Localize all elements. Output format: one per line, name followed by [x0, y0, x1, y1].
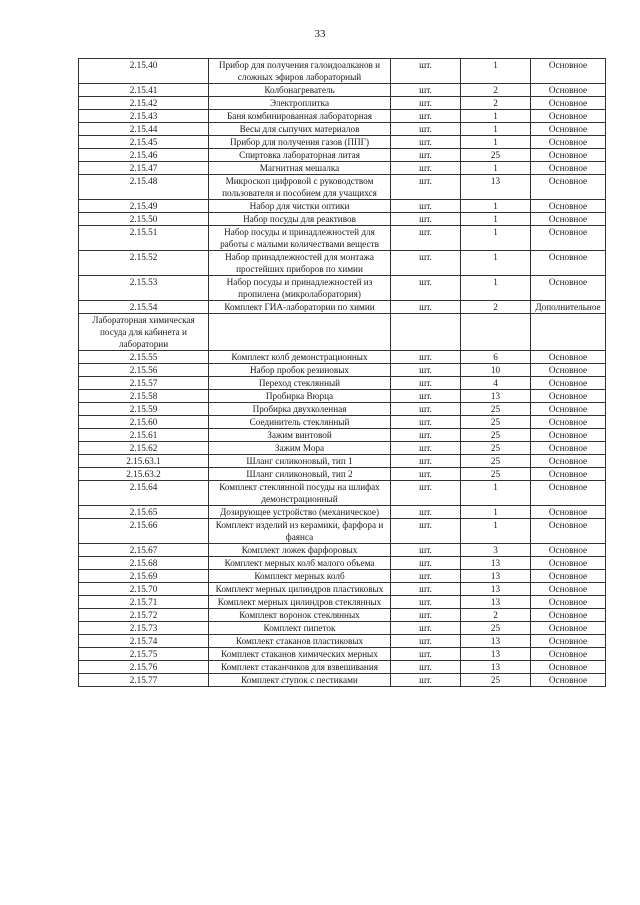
item-number-cell: 2.15.53: [79, 276, 209, 301]
equipment-type-cell: Основное: [531, 403, 606, 416]
equipment-type-cell: Основное: [531, 351, 606, 364]
quantity-cell: 2: [461, 609, 531, 622]
equipment-type-cell: Основное: [531, 596, 606, 609]
unit-cell: шт.: [391, 557, 461, 570]
table-row: [79, 429, 606, 442]
item-number-cell: 2.15.75: [79, 648, 209, 661]
quantity-cell: 6: [461, 351, 531, 364]
table-row: [79, 519, 606, 544]
quantity-cell: 1: [461, 226, 531, 251]
table-row: [79, 416, 606, 429]
item-name-cell: Набор посуды и принадлежностей из пропилена (микролаборатория): [209, 276, 391, 301]
quantity-cell: 25: [461, 468, 531, 481]
unit-cell: шт.: [391, 455, 461, 468]
unit-cell: шт.: [391, 609, 461, 622]
item-number-cell: 2.15.58: [79, 390, 209, 403]
equipment-type-cell: Основное: [531, 609, 606, 622]
quantity-cell: 25: [461, 416, 531, 429]
table-row: [79, 442, 606, 455]
table-row: [79, 226, 606, 251]
item-name-cell: Комплект ложек фарфоровых: [209, 544, 391, 557]
empty-cell: [391, 314, 461, 351]
item-name-cell: Набор для чистки оптики: [209, 200, 391, 213]
table-row: [79, 59, 606, 84]
item-name-cell: Переход стеклянный: [209, 377, 391, 390]
quantity-cell: 1: [461, 123, 531, 136]
unit-cell: шт.: [391, 123, 461, 136]
unit-cell: шт.: [391, 481, 461, 506]
table-row: [79, 661, 606, 674]
item-name-cell: Соединитель стеклянный: [209, 416, 391, 429]
equipment-table-body: [79, 59, 606, 687]
unit-cell: шт.: [391, 429, 461, 442]
item-name-cell: Колбонагреватель: [209, 84, 391, 97]
equipment-type-cell: Основное: [531, 149, 606, 162]
equipment-type-cell: Основное: [531, 557, 606, 570]
item-name-cell: Магнитная мешалка: [209, 162, 391, 175]
quantity-cell: 1: [461, 251, 531, 276]
equipment-type-cell: Основное: [531, 175, 606, 200]
item-number-cell: 2.15.59: [79, 403, 209, 416]
item-name-cell: Комплект стаканчиков для взвешивания: [209, 661, 391, 674]
unit-cell: шт.: [391, 442, 461, 455]
equipment-type-cell: Основное: [531, 544, 606, 557]
equipment-type-cell: Основное: [531, 123, 606, 136]
unit-cell: шт.: [391, 596, 461, 609]
quantity-cell: 2: [461, 301, 531, 314]
equipment-type-cell: Основное: [531, 648, 606, 661]
item-name-cell: Комплект мерных колб: [209, 570, 391, 583]
quantity-cell: 1: [461, 519, 531, 544]
item-number-cell: 2.15.41: [79, 84, 209, 97]
item-name-cell: Комплект пипеток: [209, 622, 391, 635]
equipment-type-cell: Основное: [531, 583, 606, 596]
table-row: [79, 609, 606, 622]
quantity-cell: 10: [461, 364, 531, 377]
quantity-cell: 1: [461, 506, 531, 519]
quantity-cell: 13: [461, 390, 531, 403]
item-number-cell: 2.15.72: [79, 609, 209, 622]
item-number-cell: 2.15.56: [79, 364, 209, 377]
item-number-cell: 2.15.49: [79, 200, 209, 213]
equipment-type-cell: Основное: [531, 59, 606, 84]
unit-cell: шт.: [391, 97, 461, 110]
quantity-cell: 1: [461, 162, 531, 175]
quantity-cell: 1: [461, 59, 531, 84]
table-row: [79, 175, 606, 200]
item-name-cell: Пробирка двухколенная: [209, 403, 391, 416]
unit-cell: шт.: [391, 200, 461, 213]
equipment-type-cell: Основное: [531, 390, 606, 403]
equipment-type-cell: Основное: [531, 84, 606, 97]
quantity-cell: 13: [461, 661, 531, 674]
item-number-cell: 2.15.64: [79, 481, 209, 506]
unit-cell: шт.: [391, 635, 461, 648]
table-row: [79, 622, 606, 635]
unit-cell: шт.: [391, 351, 461, 364]
equipment-type-cell: Основное: [531, 674, 606, 687]
item-name-cell: Зажим Мора: [209, 442, 391, 455]
item-number-cell: 2.15.66: [79, 519, 209, 544]
equipment-type-cell: Основное: [531, 416, 606, 429]
item-number-cell: 2.15.62: [79, 442, 209, 455]
table-row: [79, 648, 606, 661]
item-number-cell: 2.15.47: [79, 162, 209, 175]
quantity-cell: 25: [461, 455, 531, 468]
quantity-cell: 13: [461, 557, 531, 570]
table-row: [79, 583, 606, 596]
item-name-cell: Комплект изделий из керамики, фарфора и фаянса: [209, 519, 391, 544]
table-row: [79, 213, 606, 226]
table-row: [79, 544, 606, 557]
item-number-cell: 2.15.44: [79, 123, 209, 136]
equipment-type-cell: Основное: [531, 97, 606, 110]
table-row: [79, 674, 606, 687]
item-number-cell: 2.15.76: [79, 661, 209, 674]
item-name-cell: Прибор для получения газов (ППГ): [209, 136, 391, 149]
unit-cell: шт.: [391, 175, 461, 200]
table-row: [79, 377, 606, 390]
unit-cell: шт.: [391, 226, 461, 251]
table-row: [79, 200, 606, 213]
empty-cell: [209, 314, 391, 351]
table-row: [79, 351, 606, 364]
quantity-cell: 25: [461, 149, 531, 162]
equipment-type-cell: Основное: [531, 136, 606, 149]
equipment-type-cell: Основное: [531, 442, 606, 455]
quantity-cell: 3: [461, 544, 531, 557]
item-number-cell: 2.15.63.2: [79, 468, 209, 481]
table-row: [79, 506, 606, 519]
item-name-cell: Комплект мерных колб малого объема: [209, 557, 391, 570]
item-name-cell: Набор принадлежностей для монтажа простейших приборов по химии: [209, 251, 391, 276]
item-name-cell: Набор пробок резиновых: [209, 364, 391, 377]
page-number: 33: [314, 28, 326, 40]
table-row: [79, 455, 606, 468]
item-name-cell: Комплект воронок стеклянных: [209, 609, 391, 622]
unit-cell: шт.: [391, 276, 461, 301]
item-name-cell: Комплект мерных цилиндров стеклянных: [209, 596, 391, 609]
table-row: [79, 557, 606, 570]
quantity-cell: 25: [461, 674, 531, 687]
item-name-cell: Весы для сыпучих материалов: [209, 123, 391, 136]
item-number-cell: 2.15.63.1: [79, 455, 209, 468]
item-number-cell: 2.15.77: [79, 674, 209, 687]
item-number-cell: 2.15.65: [79, 506, 209, 519]
item-number-cell: 2.15.55: [79, 351, 209, 364]
unit-cell: шт.: [391, 544, 461, 557]
item-number-cell: 2.15.67: [79, 544, 209, 557]
unit-cell: шт.: [391, 136, 461, 149]
unit-cell: шт.: [391, 622, 461, 635]
table-row: [79, 364, 606, 377]
unit-cell: шт.: [391, 468, 461, 481]
table-row: [79, 251, 606, 276]
equipment-table: [78, 58, 606, 687]
empty-cell: [461, 314, 531, 351]
empty-cell: [531, 314, 606, 351]
item-number-cell: 2.15.54: [79, 301, 209, 314]
item-number-cell: 2.15.52: [79, 251, 209, 276]
equipment-type-cell: Основное: [531, 481, 606, 506]
item-name-cell: Комплект ГИА-лаборатории по химии: [209, 301, 391, 314]
equipment-type-cell: Основное: [531, 364, 606, 377]
quantity-cell: 1: [461, 110, 531, 123]
quantity-cell: 13: [461, 175, 531, 200]
section-row: [79, 314, 606, 351]
quantity-cell: 1: [461, 481, 531, 506]
unit-cell: шт.: [391, 301, 461, 314]
item-number-cell: 2.15.73: [79, 622, 209, 635]
unit-cell: шт.: [391, 416, 461, 429]
quantity-cell: 13: [461, 583, 531, 596]
unit-cell: шт.: [391, 377, 461, 390]
item-name-cell: Баня комбинированная лабораторная: [209, 110, 391, 123]
quantity-cell: 4: [461, 377, 531, 390]
equipment-type-cell: Основное: [531, 213, 606, 226]
item-name-cell: Прибор для получения галоидоалканов и сложных эфиров лабораторный: [209, 59, 391, 84]
unit-cell: шт.: [391, 661, 461, 674]
item-number-cell: 2.15.42: [79, 97, 209, 110]
unit-cell: шт.: [391, 570, 461, 583]
equipment-type-cell: Основное: [531, 519, 606, 544]
quantity-cell: 13: [461, 570, 531, 583]
equipment-type-cell: Основное: [531, 200, 606, 213]
item-name-cell: Пробирка Вюрца: [209, 390, 391, 403]
item-number-cell: 2.15.71: [79, 596, 209, 609]
unit-cell: шт.: [391, 674, 461, 687]
quantity-cell: 13: [461, 635, 531, 648]
unit-cell: шт.: [391, 213, 461, 226]
quantity-cell: 13: [461, 648, 531, 661]
unit-cell: шт.: [391, 390, 461, 403]
quantity-cell: 1: [461, 136, 531, 149]
equipment-type-cell: Основное: [531, 377, 606, 390]
equipment-type-cell: Основное: [531, 570, 606, 583]
table-row: [79, 570, 606, 583]
item-number-cell: 2.15.68: [79, 557, 209, 570]
item-number-cell: 2.15.74: [79, 635, 209, 648]
item-name-cell: Набор посуды для реактивов: [209, 213, 391, 226]
item-name-cell: Комплект мерных цилиндров пластиковых: [209, 583, 391, 596]
table-row: [79, 301, 606, 314]
unit-cell: шт.: [391, 84, 461, 97]
unit-cell: шт.: [391, 519, 461, 544]
quantity-cell: 25: [461, 403, 531, 416]
item-number-cell: 2.15.70: [79, 583, 209, 596]
quantity-cell: 2: [461, 97, 531, 110]
unit-cell: шт.: [391, 364, 461, 377]
unit-cell: шт.: [391, 648, 461, 661]
unit-cell: шт.: [391, 162, 461, 175]
item-number-cell: 2.15.48: [79, 175, 209, 200]
item-name-cell: Зажим винтовой: [209, 429, 391, 442]
table-row: [79, 390, 606, 403]
table-row: [79, 635, 606, 648]
equipment-type-cell: Основное: [531, 162, 606, 175]
item-name-cell: Комплект стеклянной посуды на шлифах демонстрационный: [209, 481, 391, 506]
quantity-cell: 1: [461, 200, 531, 213]
table-row: [79, 110, 606, 123]
table-row: [79, 123, 606, 136]
item-name-cell: Комплект колб демонстрационных: [209, 351, 391, 364]
item-name-cell: Электроплитка: [209, 97, 391, 110]
item-number-cell: 2.15.69: [79, 570, 209, 583]
table-row: [79, 403, 606, 416]
quantity-cell: 25: [461, 442, 531, 455]
item-name-cell: Дозирующее устройство (механическое): [209, 506, 391, 519]
item-name-cell: Шланг силиконовый, тип 1: [209, 455, 391, 468]
item-name-cell: Комплект ступок с пестиками: [209, 674, 391, 687]
item-name-cell: Микроскоп цифровой с руководством пользователя и пособием для учащихся: [209, 175, 391, 200]
quantity-cell: 25: [461, 429, 531, 442]
item-name-cell: Спиртовка лабораторная литая: [209, 149, 391, 162]
quantity-cell: 1: [461, 213, 531, 226]
equipment-type-cell: Дополнительное: [531, 301, 606, 314]
unit-cell: шт.: [391, 251, 461, 276]
table-row: [79, 84, 606, 97]
quantity-cell: 1: [461, 276, 531, 301]
unit-cell: шт.: [391, 149, 461, 162]
equipment-type-cell: Основное: [531, 226, 606, 251]
item-number-cell: 2.15.51: [79, 226, 209, 251]
item-number-cell: 2.15.43: [79, 110, 209, 123]
quantity-cell: 2: [461, 84, 531, 97]
item-number-cell: 2.15.50: [79, 213, 209, 226]
unit-cell: шт.: [391, 583, 461, 596]
equipment-type-cell: Основное: [531, 276, 606, 301]
quantity-cell: 13: [461, 596, 531, 609]
table-row: [79, 162, 606, 175]
unit-cell: шт.: [391, 506, 461, 519]
table-row: [79, 596, 606, 609]
equipment-type-cell: Основное: [531, 468, 606, 481]
equipment-type-cell: Основное: [531, 622, 606, 635]
equipment-type-cell: Основное: [531, 110, 606, 123]
equipment-type-cell: Основное: [531, 429, 606, 442]
item-number-cell: 2.15.61: [79, 429, 209, 442]
item-number-cell: 2.15.60: [79, 416, 209, 429]
table-row: [79, 481, 606, 506]
table-row: [79, 276, 606, 301]
item-name-cell: Набор посуды и принадлежностей для работы с малыми количествами веществ: [209, 226, 391, 251]
item-number-cell: 2.15.46: [79, 149, 209, 162]
unit-cell: шт.: [391, 403, 461, 416]
item-name-cell: Комплект стаканов химических мерных: [209, 648, 391, 661]
section-title: Лабораторная химическая посуда для кабинета и лаборатории: [79, 314, 209, 351]
equipment-type-cell: Основное: [531, 455, 606, 468]
item-name-cell: Шланг силиконовый, тип 2: [209, 468, 391, 481]
quantity-cell: 25: [461, 622, 531, 635]
equipment-type-cell: Основное: [531, 635, 606, 648]
table-row: [79, 149, 606, 162]
item-number-cell: 2.15.40: [79, 59, 209, 84]
unit-cell: шт.: [391, 110, 461, 123]
equipment-type-cell: Основное: [531, 661, 606, 674]
item-name-cell: Комплект стаканов пластиковых: [209, 635, 391, 648]
table-row: [79, 468, 606, 481]
item-number-cell: 2.15.45: [79, 136, 209, 149]
unit-cell: шт.: [391, 59, 461, 84]
table-row: [79, 97, 606, 110]
table-row: [79, 136, 606, 149]
equipment-type-cell: Основное: [531, 506, 606, 519]
item-number-cell: 2.15.57: [79, 377, 209, 390]
equipment-type-cell: Основное: [531, 251, 606, 276]
